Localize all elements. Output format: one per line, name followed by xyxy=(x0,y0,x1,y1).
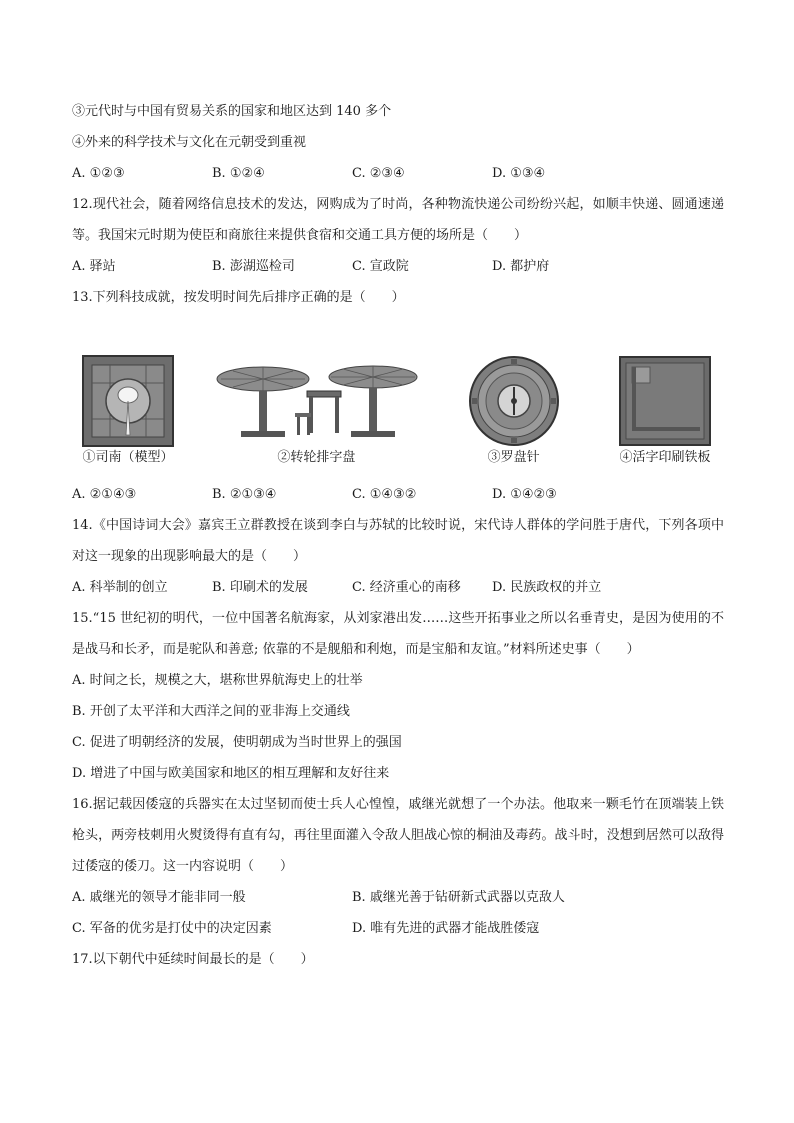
q13-options xyxy=(72,479,724,510)
q16-options-row2 xyxy=(72,913,724,944)
caption-type-table: ②转轮排字盘 xyxy=(277,450,356,465)
q13-figure xyxy=(72,335,724,469)
q14-options xyxy=(72,572,724,603)
q11-option-d[interactable]: D. ①③④ xyxy=(492,166,546,181)
q17-stem: 17.以下朝代中延续时间最长的是（ ） xyxy=(72,952,314,967)
q16-option-b[interactable]: B. 戚继光善于钻研新式武器以克敌人 xyxy=(352,890,565,905)
q16-options-row1 xyxy=(72,882,724,913)
figure-panel-type-table xyxy=(211,355,421,469)
q15-option-b[interactable]: B. 开创了太平洋和大西洋之间的亚非海上交通线 xyxy=(72,704,350,719)
statement-4: ④外来的科学技术与文化在元朝受到重视 xyxy=(72,135,307,150)
q15-option-d[interactable]: D. 增进了中国与欧美国家和地区的相互理解和友好往来 xyxy=(72,766,390,781)
caption-sinan: ①司南（模型） xyxy=(82,450,174,465)
q12-option-a[interactable]: A. 驿站 xyxy=(72,259,116,274)
q11-option-b[interactable]: B. ①②④ xyxy=(212,166,265,181)
q14-option-b[interactable]: B. 印刷术的发展 xyxy=(212,580,308,595)
caption-compass: ③罗盘针 xyxy=(487,450,540,465)
q13-option-c[interactable]: C. ①④③② xyxy=(352,487,417,502)
iron-printing-plate-icon xyxy=(618,355,712,447)
q12-stem: 12.现代社会，随着网络信息技术的发达，网购成为了时尚，各种物流快递公司纷纷兴起，如顺丰快递、圆通速递等。我国宋元时期为使臣和商旅往来提供食宿和交通工具方便的场所是（ ） xyxy=(72,197,724,243)
q12-option-d[interactable]: D. 都护府 xyxy=(492,259,550,274)
figure-panel-compass xyxy=(449,355,579,469)
figure-panel-iron-plate xyxy=(606,355,724,469)
q14-stem: 14.《中国诗词大会》嘉宾王立群教授在谈到李白与苏轼的比较时说，宋代诗人群体的学问胜于唐代，下列各项中对这一现象的出现影响最大的是（ ） xyxy=(72,518,724,564)
q14-option-d[interactable]: D. 民族政权的并立 xyxy=(492,580,602,595)
q13-option-b[interactable]: B. ②①③④ xyxy=(212,487,277,502)
q15-option-c[interactable]: C. 促进了明朝经济的发展，使明朝成为当时世界上的强国 xyxy=(72,735,402,750)
caption-iron-plate: ④活字印刷铁板 xyxy=(619,450,711,465)
q14-option-a[interactable]: A. 科举制的创立 xyxy=(72,580,168,595)
q15-stem: 15.“15 世纪初的明代，一位中国著名航海家，从刘家港出发……这些开拓事业之所以名垂青史，是因为使用的不是战马和长矛，而是驼队和善意; 依靠的不是舰船和利炮，而是宝船和友谊。”材料所述史事（ ） xyxy=(72,611,724,657)
statement-3: ③元代时与中国有贸易关系的国家和地区达到 140 多个 xyxy=(72,104,392,119)
q11-option-a[interactable]: A. ①②③ xyxy=(72,166,125,181)
rotating-type-table-icon xyxy=(211,355,421,447)
q11-options xyxy=(72,158,724,189)
q16-option-a[interactable]: A. 戚继光的领导才能非同一般 xyxy=(72,890,246,905)
q12-options xyxy=(72,251,724,282)
q11-option-c[interactable]: C. ②③④ xyxy=(352,166,405,181)
sinan-spoon-icon xyxy=(82,355,174,447)
q13-option-a[interactable]: A. ②①④③ xyxy=(72,487,137,502)
q16-option-d[interactable]: D. 唯有先进的武器才能战胜倭寇 xyxy=(352,921,540,936)
q13-stem: 13.下列科技成就，按发明时间先后排序正确的是（ ） xyxy=(72,290,405,305)
exam-page xyxy=(72,96,724,975)
q13-option-d[interactable]: D. ①④②③ xyxy=(492,487,557,502)
q14-option-c[interactable]: C. 经济重心的南移 xyxy=(352,580,461,595)
q16-stem: 16.据记载因倭寇的兵器实在太过坚韧而使士兵人心惶惶，戚继光就想了一个办法。他取来一颗毛竹在顶端装上铁枪头，两旁枝刺用火熨烫得有直有勾，再往里面灌入令敌人胆战心惊的桐油及毒药。战斗时，没想到居然可以敌得过倭寇的倭刀。这一内容说明（ ） xyxy=(72,797,724,874)
q16-option-c[interactable]: C. 军备的优劣是打仗中的决定因素 xyxy=(72,921,272,936)
q15-option-a[interactable]: A. 时间之长，规模之大，堪称世界航海史上的壮举 xyxy=(72,673,363,688)
q12-option-c[interactable]: C. 宣政院 xyxy=(352,259,409,274)
compass-plate-icon xyxy=(468,355,560,447)
q12-option-b[interactable]: B. 澎湖巡检司 xyxy=(212,259,295,274)
figure-panel-sinan xyxy=(72,355,184,469)
